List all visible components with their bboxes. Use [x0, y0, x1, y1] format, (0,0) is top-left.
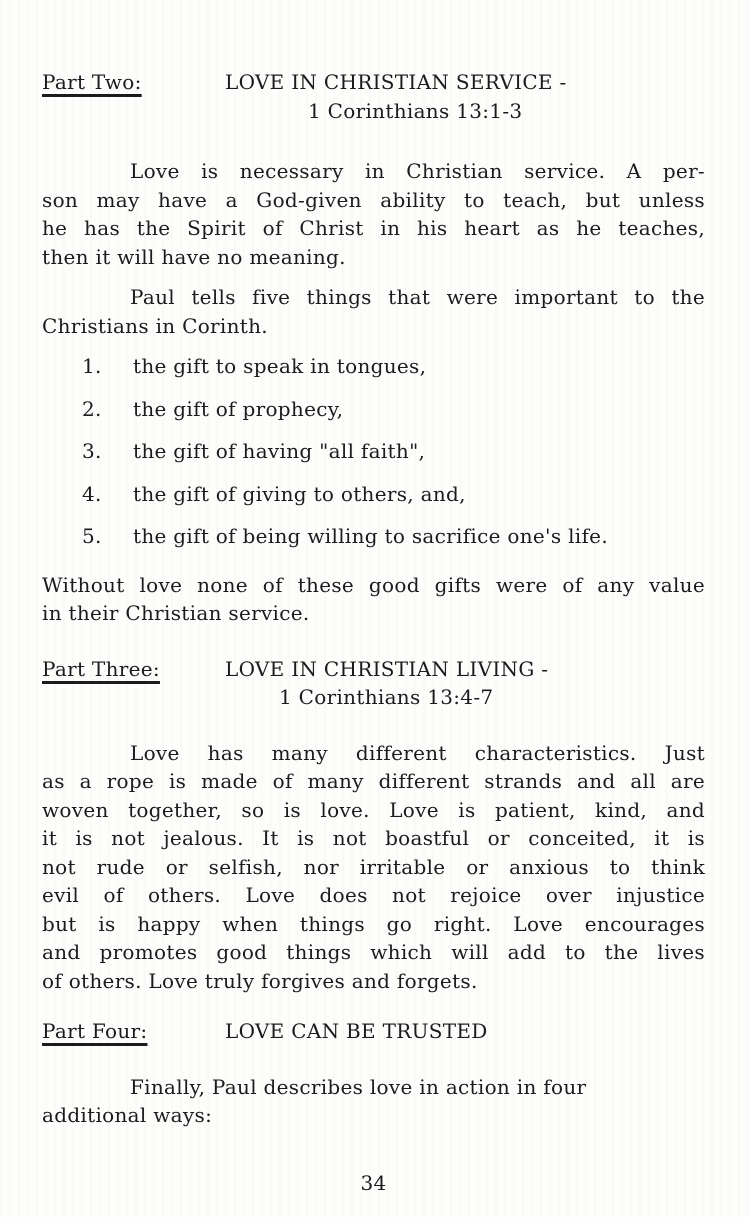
text-line: he has the Spirit of Christ in his heart as he teaches, — [42, 216, 705, 240]
list-item-text: the gift of giving to others, and, — [133, 481, 466, 506]
list-item-text: the gift to speak in tongues, — [133, 354, 427, 378]
list-item — [42, 352, 705, 381]
part-three-title: LOVE IN CHRISTIAN LIVING - — [225, 656, 549, 681]
section-heading-part-two — [42, 68, 705, 97]
part-two-subtitle: 1 Corinthians 13:1-3 — [308, 98, 523, 123]
paragraph-intro — [42, 157, 705, 271]
text-line: not rude or selfish, nor irritable or anxious to think — [42, 854, 705, 879]
list-item-number: 5. — [82, 524, 102, 548]
text-line: then it will have no meaning. — [42, 244, 346, 269]
text-line: evil of others. Love does not rejoice over injustice — [42, 883, 705, 907]
part-four-label — [42, 1017, 225, 1046]
text-line: son may have a God-given ability to teach, but unless — [42, 187, 705, 212]
page-number: 34 — [360, 1170, 387, 1195]
text-line: Without love none of these good gifts were of any value — [42, 572, 705, 597]
part-two-title: LOVE IN CHRISTIAN SERVICE - — [225, 70, 567, 94]
paragraph-paul-tells — [42, 283, 705, 340]
part-three-label — [42, 655, 225, 684]
list-item — [42, 437, 705, 466]
part-three-label-text: Part Three: — [42, 656, 160, 681]
text-line: it is not jealous. It is not boastful or conceited, it is — [42, 826, 705, 850]
list-item-number: 4. — [82, 481, 102, 506]
list-item — [42, 480, 705, 509]
text-line: Love is necessary in Christian service. A per- — [130, 159, 705, 183]
part-three-subtitle: 1 Corinthians 13:4-7 — [279, 685, 494, 709]
section-heading-part-four — [42, 1017, 705, 1046]
part-two-label-text: Part Two: — [42, 70, 142, 94]
list-item-number: 3. — [82, 439, 102, 463]
text-line: Paul tells five things that were important to the — [130, 285, 705, 309]
part-four-title: LOVE CAN BE TRUSTED — [225, 1019, 488, 1043]
text-line: as a rope is made of many different strands and all are — [42, 769, 705, 793]
part-four-label-text: Part Four: — [42, 1019, 148, 1043]
text-line: woven together, so is love. Love is patient, kind, and — [42, 797, 705, 822]
paragraph-finally — [42, 1073, 705, 1130]
list-item-number: 2. — [82, 396, 102, 421]
list-item-number: 1. — [82, 354, 102, 378]
list-item — [42, 395, 705, 424]
section-heading-part-three — [42, 655, 705, 684]
text-line: additional ways: — [42, 1103, 213, 1127]
text-line: in their Christian service. — [42, 601, 310, 625]
paragraph-without-love — [42, 571, 705, 628]
paragraph-characteristics — [42, 739, 705, 996]
text-line: Finally, Paul describes love in action in four — [130, 1074, 587, 1099]
part-two-label — [42, 68, 225, 97]
list-item-text: the gift of prophecy, — [133, 396, 344, 421]
text-line: of others. Love truly forgives and forgets. — [42, 968, 478, 993]
list-item — [42, 522, 705, 551]
text-line: and promotes good things which will add to the lives — [42, 940, 705, 964]
list-item-text: the gift of being willing to sacrifice one's life. — [133, 524, 608, 548]
text-line: Love has many different characteristics. Just — [130, 740, 705, 765]
gifts-list — [42, 352, 705, 551]
text-line: but is happy when things go right. Love encourages — [42, 911, 705, 936]
text-line: Christians in Corinth. — [42, 313, 268, 338]
list-item-text: the gift of having "all faith", — [133, 439, 426, 463]
